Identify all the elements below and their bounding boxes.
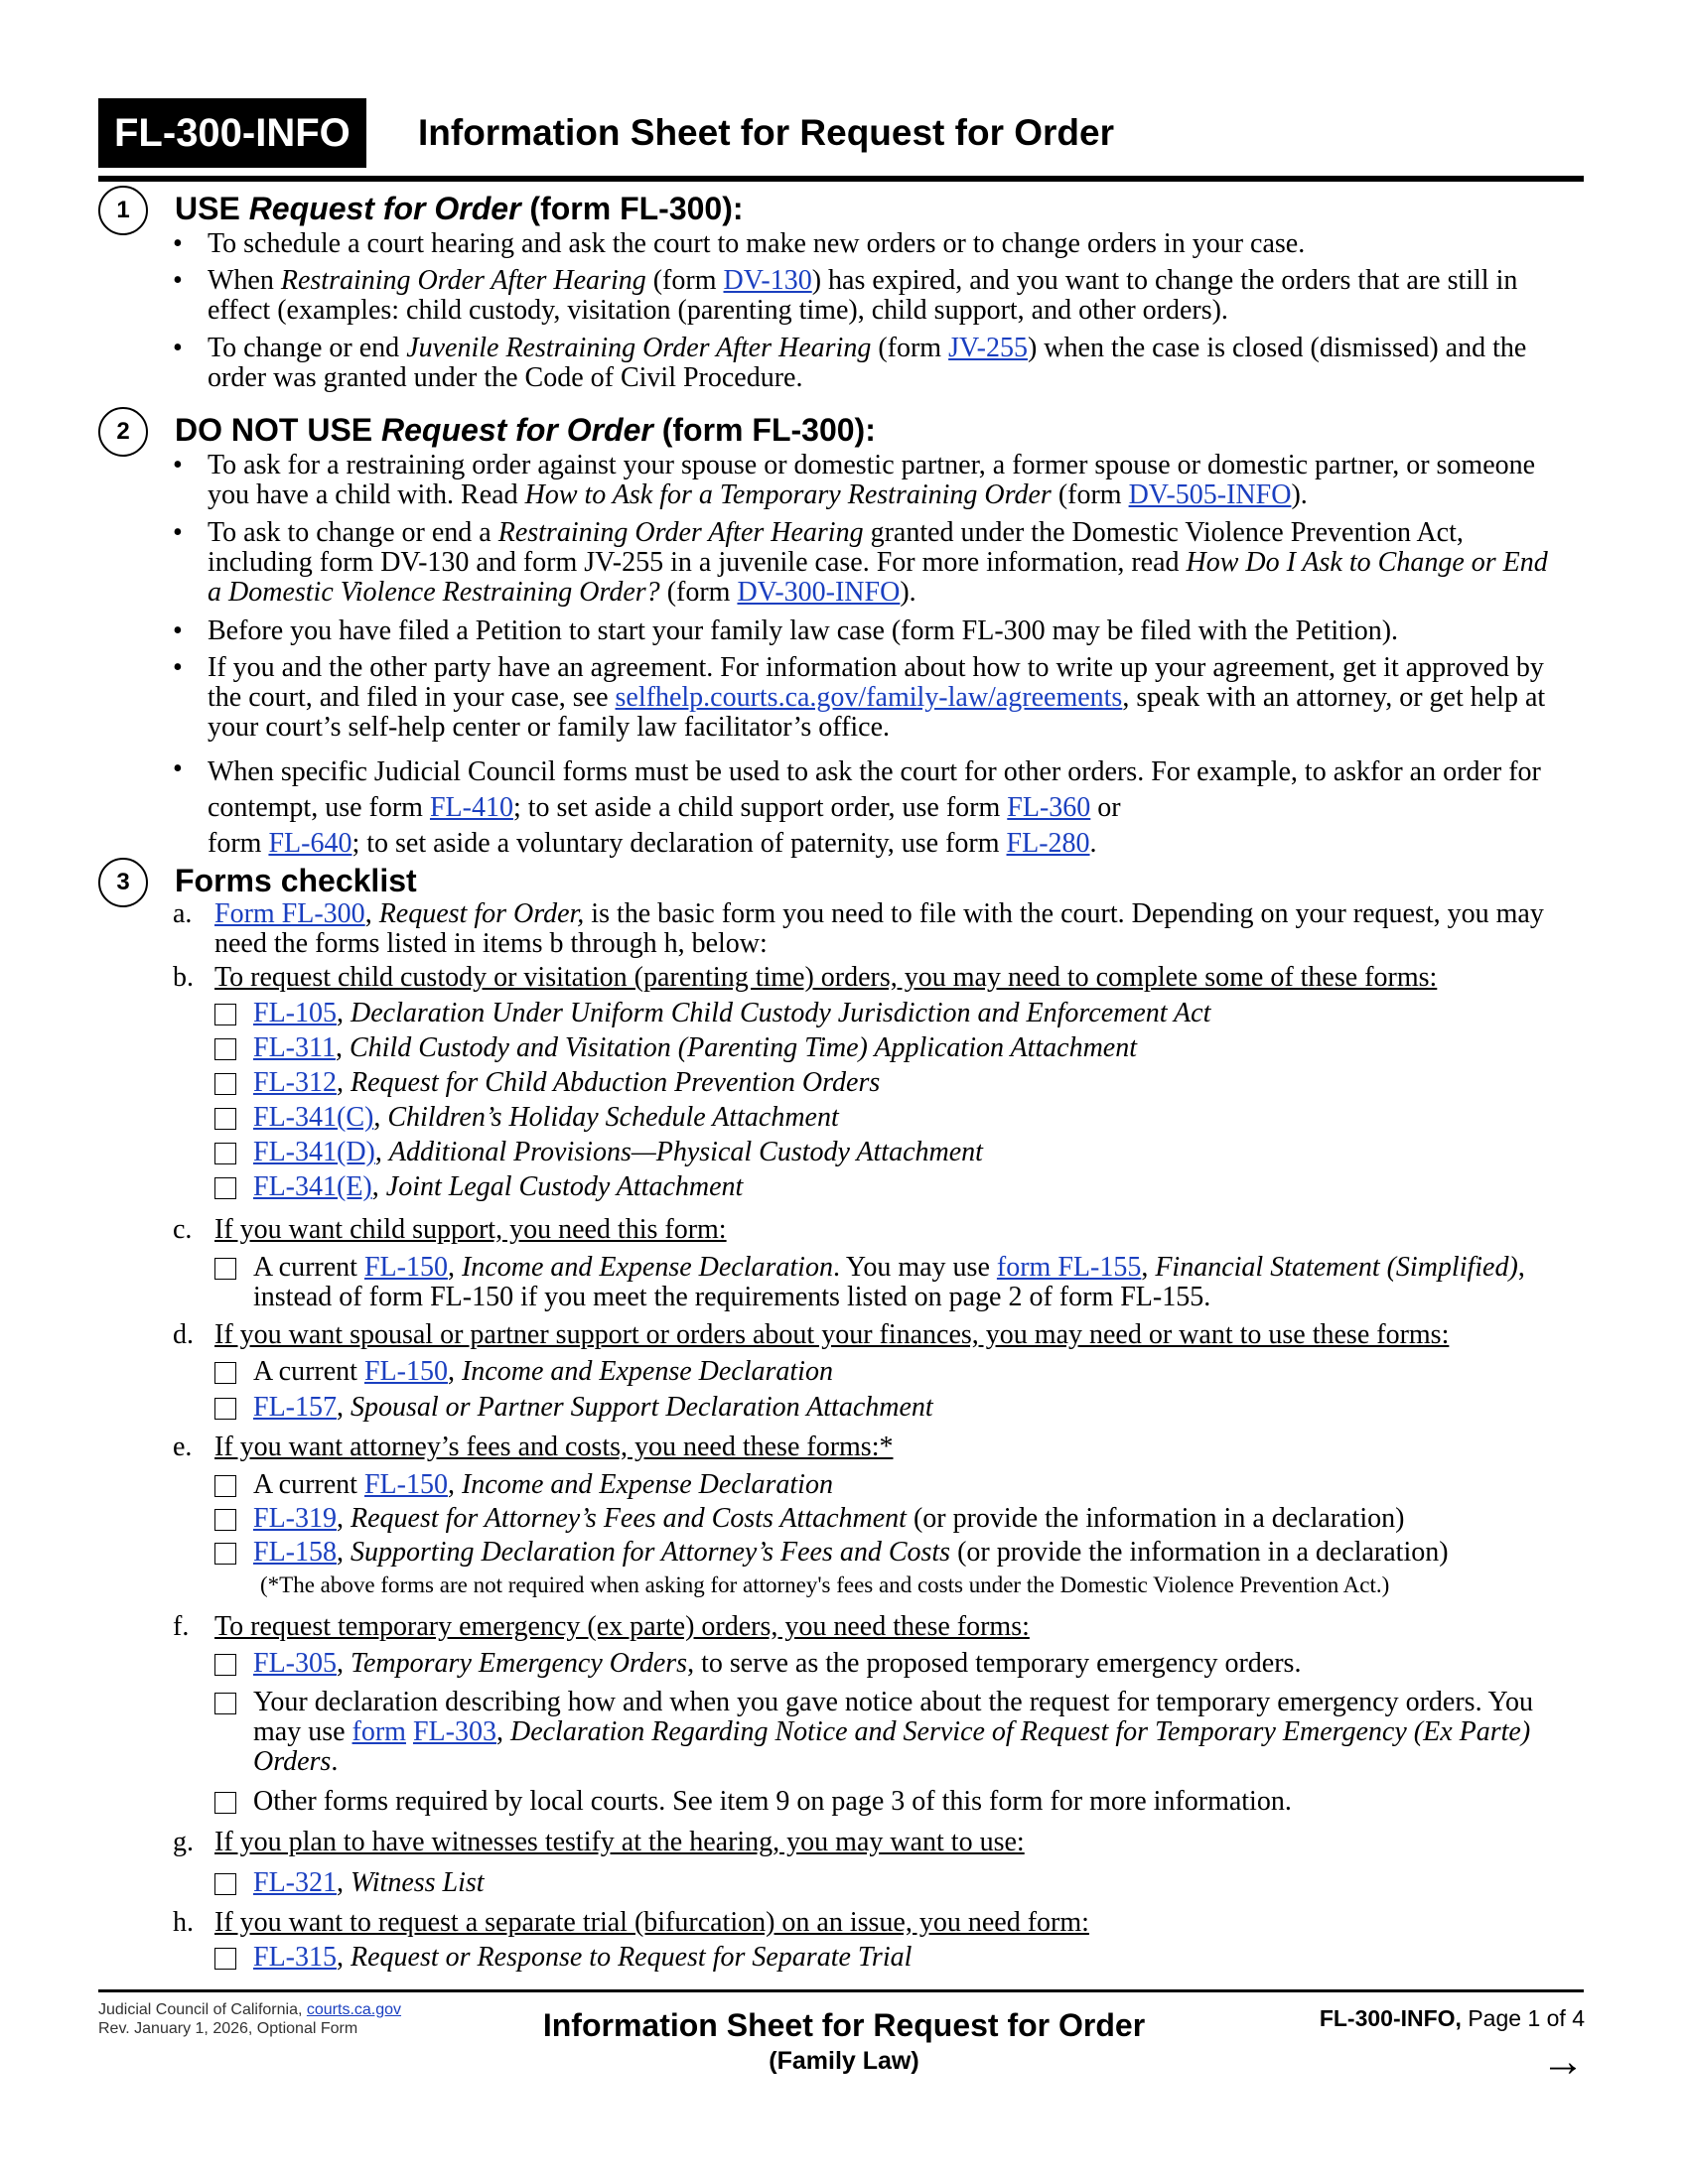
form-link[interactable]: FL-341(C) — [253, 1102, 374, 1133]
form-link-jv-255[interactable]: JV-255 — [948, 333, 1028, 363]
footer-subtitle: (Family Law) — [769, 2047, 919, 2075]
page-number: Page 1 of 4 — [1468, 2005, 1585, 2031]
footer-source: Judicial Council of California, courts.ca.gov Rev. January 1, 2026, Optional Form — [98, 2001, 402, 2037]
checkbox[interactable] — [214, 1108, 236, 1130]
checkbox[interactable] — [214, 1543, 236, 1565]
bullet: • — [173, 615, 183, 646]
footnote: (*The above forms are not required when asking for attorney's fees and costs under the Domestic Violence Prevention Act.) — [260, 1572, 1390, 1597]
form-link[interactable]: FL-319 — [253, 1503, 337, 1534]
form-link-fl-280[interactable]: FL-280 — [1006, 828, 1090, 859]
bullet: • — [173, 517, 183, 548]
form-link[interactable]: FL-157 — [253, 1392, 337, 1423]
item-letter: b. — [173, 962, 194, 993]
item-letter: d. — [173, 1319, 194, 1350]
form-name: Additional Provisions—Physical Custody Attachment — [388, 1137, 983, 1167]
form-name: Child Custody and Visitation (Parenting Time) Application Attachment — [349, 1032, 1138, 1063]
page-indicator — [1320, 2005, 1585, 2032]
form-link[interactable]: FL-303 — [412, 1716, 496, 1747]
bullet-text: To change or end Juvenile Restraining Order After Hearing (form JV-255) when the case is closed (dismissed) and the order was granted under the Code of Civil Procedure. — [208, 333, 1527, 393]
form-link[interactable]: FL-341(E) — [253, 1171, 372, 1202]
page-title: Information Sheet for Request for Order — [418, 112, 1115, 153]
agreements-link[interactable]: selfhelp.courts.ca.gov/family-law/agreements — [615, 682, 1123, 713]
item-heading: To request child custody or visitation (parenting time) orders, you may need to complete some of these forms: — [214, 962, 1438, 993]
footer-title-block — [447, 2005, 1241, 2077]
footer-title: Information Sheet for Request for Order — [542, 2007, 1146, 2043]
form-name: Joint Legal Custody Attachment — [385, 1171, 744, 1202]
revision-date: Rev. January 1, 2026, Optional Form — [98, 2020, 358, 2037]
bullet-text: To schedule a court hearing and ask the court to make new orders or to change orders in your case. — [208, 228, 1306, 259]
bullet: • — [173, 450, 183, 480]
bullet-text: To ask for a restraining order against your spouse or domestic partner, a former spouse or domestic partner, or someone you have a child with. Read How to Ask for a Temporary Restraining Order (form DV-505-INFO). — [208, 450, 1536, 510]
section-heading: USE Request for Order (form FL-300): — [175, 191, 744, 226]
form-link-dv-505-info[interactable]: DV-505-INFO — [1128, 479, 1292, 510]
item-letter: h. — [173, 1907, 194, 1938]
bullet: • — [173, 652, 183, 683]
checkbox[interactable] — [214, 1509, 236, 1531]
bullet: • — [173, 333, 183, 363]
form-link[interactable]: form — [352, 1716, 406, 1747]
section-heading: Forms checklist — [175, 863, 417, 898]
section-heading: DO NOT USE Request for Order (form FL-300): — [175, 412, 876, 448]
bullet: • — [173, 753, 183, 784]
form-link-fl-300[interactable]: Form FL-300 — [214, 898, 365, 929]
checkbox[interactable] — [214, 1654, 236, 1676]
section-number: 3 — [98, 858, 148, 907]
checkbox[interactable] — [214, 1143, 236, 1164]
form-link[interactable]: FL-305 — [253, 1648, 337, 1679]
form-link[interactable]: FL-150 — [363, 1356, 448, 1387]
item-letter: c. — [173, 1214, 193, 1245]
bullet-text: If you and the other party have an agreement. For information about how to write up your agreement, get it approved by the court, and filed in your case, see selfhelp.courts.ca.gov/family-law/agreements, speak with an attorney, or get help at your court’s self-help center or family law facilitator’s office. — [208, 652, 1546, 743]
checkbox[interactable] — [214, 1177, 236, 1199]
form-name: Children’s Holiday Schedule Attachment — [387, 1102, 839, 1133]
bullet-text: When Restraining Order After Hearing (form DV-130) has expired, and you want to change the orders that are still in effect (examples: child custody, visitation (parenting time), child support, and other orders). — [208, 265, 1518, 326]
form-name: Request for Child Abduction Prevention Orders — [351, 1067, 881, 1098]
form-link[interactable]: FL-311 — [253, 1032, 336, 1063]
checkbox[interactable] — [214, 1475, 236, 1497]
form-link[interactable]: FL-312 — [253, 1067, 337, 1098]
checkbox[interactable] — [214, 1073, 236, 1095]
checkbox[interactable] — [214, 1258, 236, 1280]
checkbox[interactable] — [214, 1873, 236, 1895]
footer-form-number: FL-300-INFO, — [1319, 2005, 1462, 2031]
item-heading: To request temporary emergency (ex parte) orders, you need these forms: — [214, 1611, 1030, 1642]
section-number: 1 — [98, 186, 148, 235]
form-link[interactable]: FL-158 — [253, 1537, 337, 1568]
bullet: • — [173, 265, 183, 296]
courts-link[interactable]: courts.ca.gov — [306, 2001, 402, 2018]
form-name: Declaration Under Uniform Child Custody Jurisdiction and Enforcement Act — [351, 998, 1211, 1028]
item-letter: e. — [173, 1432, 193, 1462]
form-link[interactable]: form FL-155 — [996, 1252, 1142, 1283]
footer-rule — [98, 1989, 1584, 1992]
arrow-right-icon[interactable]: → — [1541, 2037, 1585, 2086]
form-link[interactable]: FL-105 — [253, 998, 337, 1028]
checkbox[interactable] — [214, 1038, 236, 1060]
item-heading: If you want child support, you need this form: — [214, 1214, 727, 1245]
item-text: Form FL-300, Request for Order, is the basic form you need to file with the court. Depending on your request, you may need the forms listed in items b through h, below: — [214, 898, 1544, 959]
header-rule — [98, 176, 1584, 182]
form-link[interactable]: FL-321 — [253, 1867, 337, 1898]
form-link[interactable]: FL-341(D) — [253, 1137, 375, 1167]
form-link-fl-410[interactable]: FL-410 — [429, 792, 513, 823]
form-link-fl-640[interactable]: FL-640 — [268, 828, 352, 859]
item-heading: If you want spousal or partner support or orders about your finances, you may need or want to use these forms: — [214, 1319, 1450, 1350]
form-link[interactable]: FL-150 — [363, 1469, 448, 1500]
item-letter: f. — [173, 1611, 190, 1642]
form-id-badge: FL-300-INFO — [98, 98, 366, 168]
checkbox[interactable] — [214, 1792, 236, 1814]
checkbox[interactable] — [214, 1004, 236, 1025]
form-link-fl-360[interactable]: FL-360 — [1007, 792, 1091, 823]
checkbox[interactable] — [214, 1948, 236, 1970]
form-link[interactable]: FL-315 — [253, 1942, 337, 1973]
item-heading: If you plan to have witnesses testify at the hearing, you may want to use: — [214, 1827, 1025, 1857]
form-link-dv-130[interactable]: DV-130 — [723, 265, 812, 296]
section-number: 2 — [98, 407, 148, 457]
item-letter: a. — [173, 898, 193, 929]
bullet: • — [173, 228, 183, 259]
bullet-text: Before you have filed a Petition to start your family law case (form FL-300 may be filed with the Petition). — [208, 615, 1399, 646]
bullet-text: To ask to change or end a Restraining Order After Hearing granted under the Domestic Violence Prevention Act, including form DV-130 and form JV-255 in a juvenile case. For more information, read How Do I Ask to Change or End a Domestic Violence Restraining Order? (form DV-300-INFO). — [208, 517, 1548, 608]
item-letter: g. — [173, 1827, 194, 1857]
page-header — [98, 98, 1584, 182]
form-link-dv-300-info[interactable]: DV-300-INFO — [737, 577, 901, 608]
item-heading: If you want to request a separate trial (bifurcation) on an issue, you need form: — [214, 1907, 1089, 1938]
bullet-text: When specific Judicial Council forms must be used to ask the court for other orders. For example, to askfor an order for contempt, use form FL-410; to set aside a child support order, use form FL-360 or form FL-640; to set aside a voluntary declaration of paternity, use form FL-280. — [208, 756, 1541, 859]
checkbox[interactable] — [214, 1362, 236, 1384]
checkbox[interactable] — [214, 1398, 236, 1420]
checkbox[interactable] — [214, 1693, 236, 1714]
item-heading: If you want attorney’s fees and costs, you need these forms:* — [214, 1432, 894, 1462]
form-link[interactable]: FL-150 — [363, 1252, 448, 1283]
